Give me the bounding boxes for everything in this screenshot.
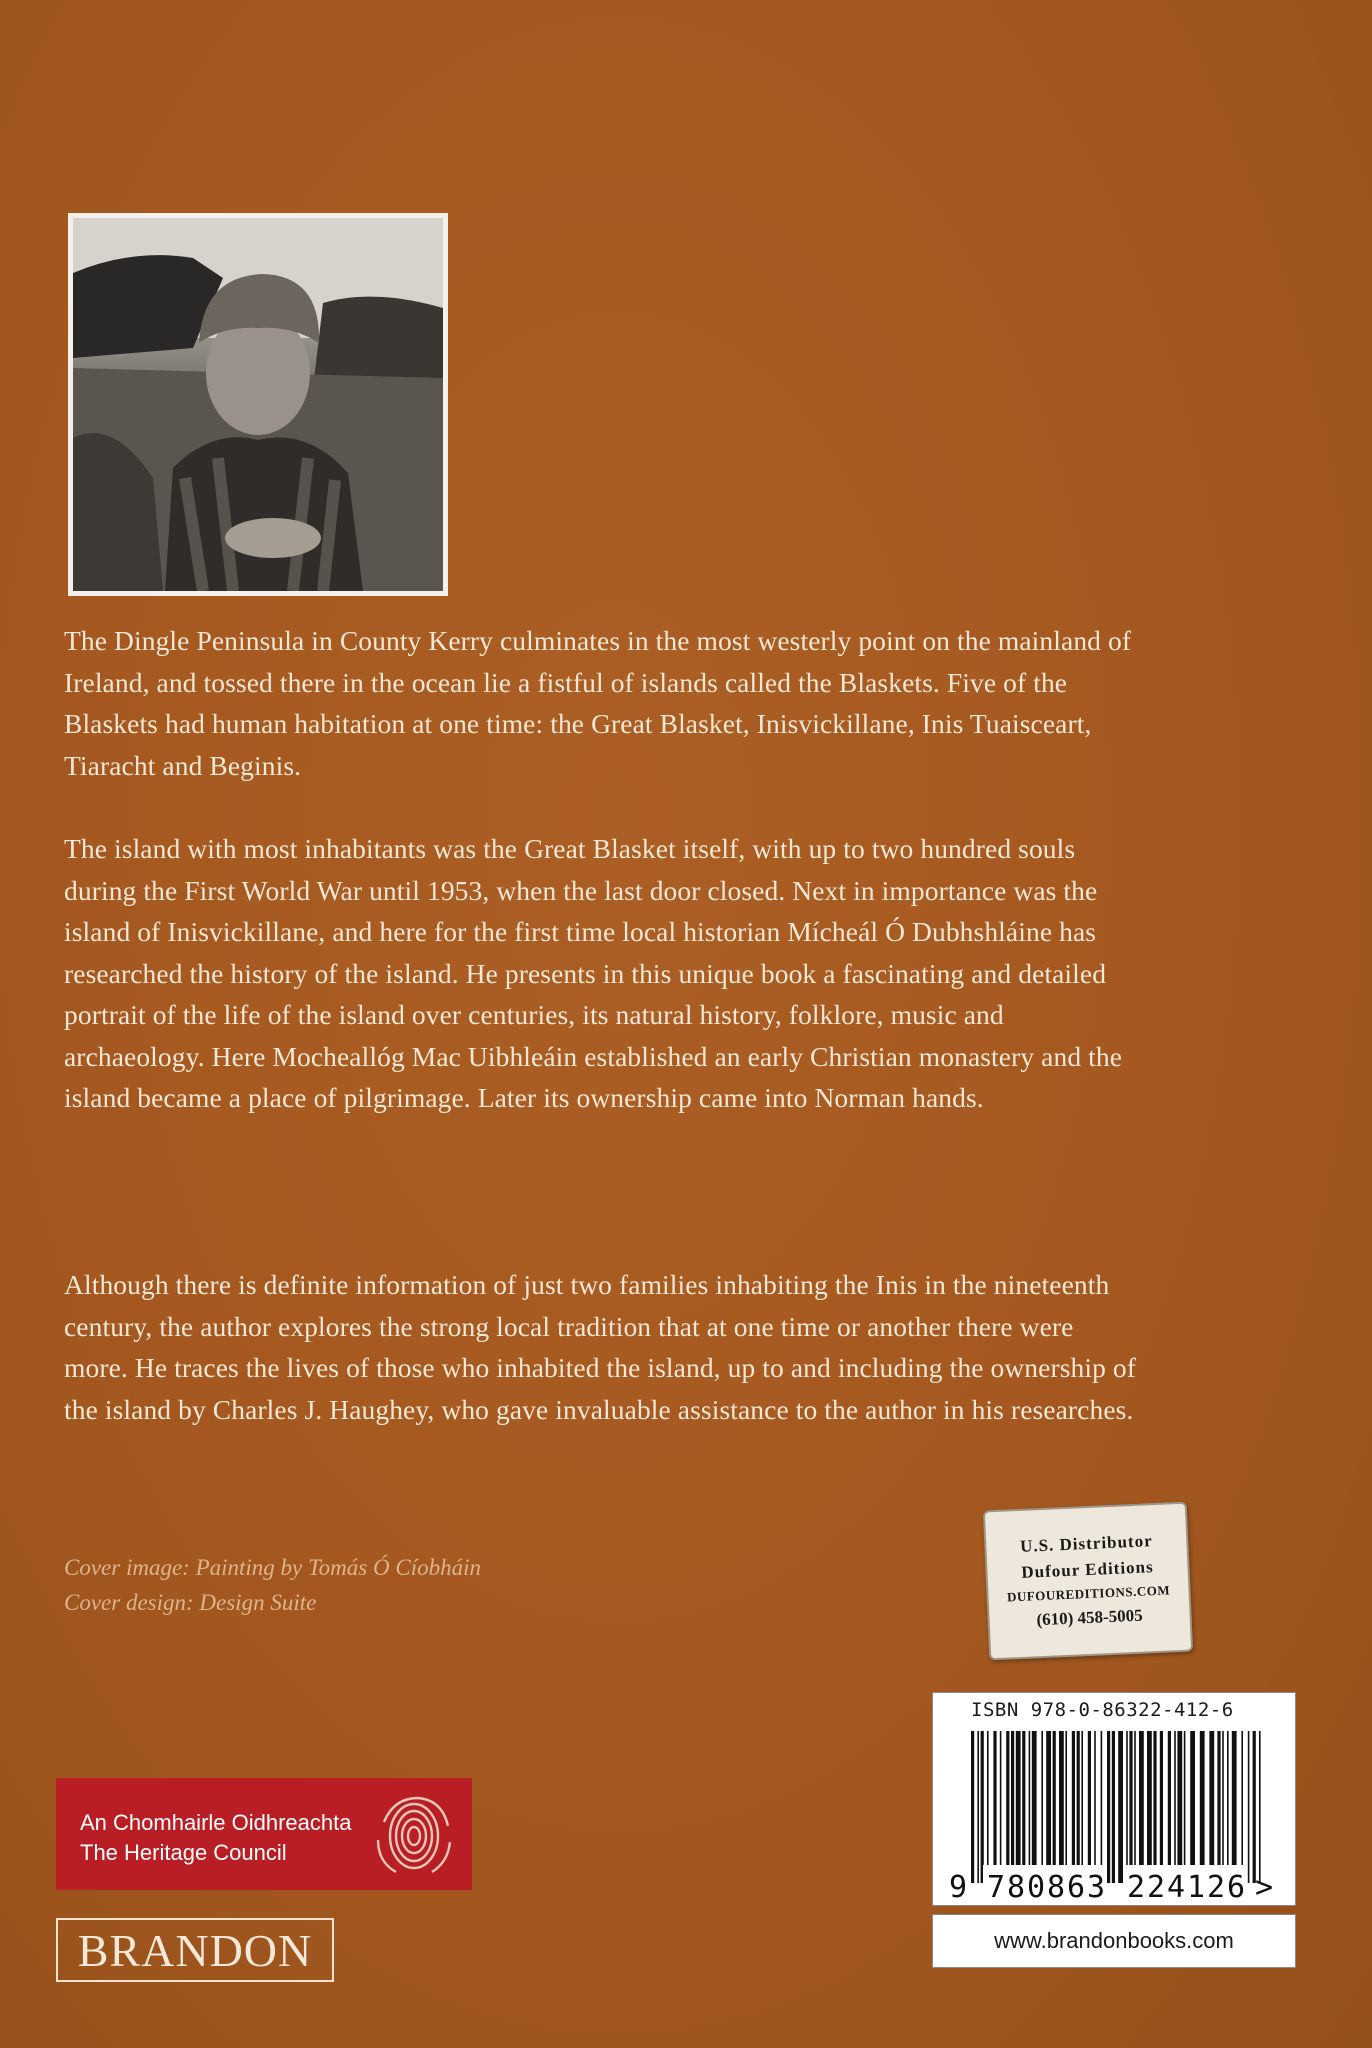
barcode-bar — [1129, 1731, 1132, 1883]
barcode-bar — [1174, 1731, 1176, 1883]
heritage-council-logo — [56, 1778, 472, 1890]
publisher-logo: BRANDON — [56, 1918, 334, 1982]
fingerprint-icon — [372, 1792, 456, 1876]
barcode-bar — [1101, 1731, 1103, 1883]
barcode-right-digits: 224126 — [1127, 1870, 1245, 1903]
barcode-bar — [1227, 1731, 1229, 1883]
barcode-bar — [1077, 1731, 1080, 1883]
barcode-bar — [1053, 1731, 1056, 1883]
barcode-bar — [1126, 1731, 1128, 1883]
barcode-bar — [1200, 1731, 1205, 1883]
barcode-bar — [1065, 1731, 1067, 1883]
barcode-bar — [1094, 1731, 1096, 1883]
barcode-bar — [1139, 1731, 1144, 1883]
author-photo-drawing — [73, 218, 443, 591]
heritage-line-irish: An Chomhairle Oidhreachta — [80, 1810, 352, 1835]
barcode-bar — [971, 1731, 974, 1883]
barcode-bar — [1222, 1731, 1224, 1883]
barcode-end-mark: > — [1255, 1870, 1274, 1903]
barcode-bar — [1177, 1731, 1182, 1883]
barcode-bar — [1184, 1731, 1186, 1883]
barcode-bar — [1168, 1731, 1171, 1883]
barcode-bar — [1032, 1731, 1037, 1883]
blurb-paragraph-1: The Dingle Peninsula in County Kerry culminates in the most westerly point on the mainland of Ireland, and tossed there in the ocean lie a fistful of islands called the Blaskets. Five of the Blaskets had human habitation at one time: the Great Blasket, Inisvickillane, Inis Tuaisceart, Tiaracht and Beginis. — [64, 625, 1132, 781]
cover-design-credit: Cover design: Design Suite — [64, 1590, 317, 1615]
barcode-bar — [1041, 1731, 1043, 1883]
barcode — [943, 1731, 1283, 1903]
barcode-bar — [1190, 1731, 1195, 1883]
barcode-panel — [932, 1692, 1296, 1906]
heritage-council-text — [80, 1808, 351, 1868]
barcode-bar — [1248, 1731, 1250, 1883]
barcode-bar — [977, 1731, 979, 1883]
isbn-label: ISBN 978-0-86322-412-6 — [971, 1699, 1234, 1721]
barcode-bar — [1107, 1731, 1110, 1883]
blurb-paragraph-3: Although there is definite information of just two families inhabiting the Inis in the nineteenth century, the author explores the strong local tradition that at one time or another there were more. He traces the lives of those who inhabited the island, up to and including the ownership of the island by Charles J. Haughey, who gave invaluable assistance to the author in his researches. — [64, 1269, 1137, 1425]
barcode-bar — [1006, 1731, 1009, 1883]
author-photo — [68, 213, 448, 596]
barcode-bar — [1022, 1731, 1025, 1883]
barcode-bar — [1016, 1731, 1021, 1883]
barcode-bar — [1209, 1731, 1214, 1883]
barcode-bar — [1241, 1731, 1243, 1883]
barcode-bar — [1072, 1731, 1075, 1883]
heritage-line-english: The Heritage Council — [80, 1840, 287, 1865]
barcode-bars — [971, 1731, 1261, 1883]
barcode-bar — [1160, 1731, 1163, 1883]
blurb-paragraph-2: The island with most inhabitants was the Great Blasket itself, with up to two hundred souls during the First World War until 1953, when the last door closed. Next in importance was the island of Inisvickillane, and here for the first time local historian Mícheál Ó Dubhshláine has researched the history of the island. He presents in this unique book a fascinating and detailed portrait of the life of the island over centuries, its natural history, folklore, music and archaeology. Here Mocheallóg Mac Uibhleáin established an early Christian monastery and the island became a place of pilgrimage. Later its ownership came into Norman hands. — [64, 833, 1123, 1113]
barcode-bar — [1118, 1731, 1123, 1883]
distributor-line-2: Dufour Editions — [1020, 1557, 1155, 1582]
website-label: www.brandonbooks.com — [932, 1914, 1296, 1968]
barcode-bar — [1147, 1731, 1152, 1883]
barcode-bar — [1217, 1731, 1220, 1883]
barcode-bar — [1059, 1731, 1064, 1883]
barcode-bar — [993, 1731, 996, 1883]
credits — [64, 1550, 481, 1620]
distributor-sticker — [983, 1502, 1193, 1661]
distributor-phone: (610) 458-5005 — [1036, 1605, 1144, 1630]
distributor-website: DUFOUREDITIONS.COM — [1006, 1582, 1171, 1605]
barcode-left-digits: 780863 — [987, 1870, 1105, 1903]
barcode-bar — [981, 1731, 984, 1883]
barcode-first-digit: 9 — [949, 1870, 968, 1903]
barcode-bar — [1081, 1731, 1083, 1883]
barcode-bar — [1046, 1731, 1051, 1883]
cover-image-credit: Cover image: Painting by Tomás Ó Cíobháin — [64, 1555, 481, 1580]
barcode-bar — [1088, 1731, 1091, 1883]
author-photo-image — [73, 218, 443, 591]
barcode-bar — [1112, 1731, 1115, 1883]
barcode-bar — [1253, 1731, 1256, 1883]
barcode-bar — [1153, 1731, 1156, 1883]
barcode-bar — [987, 1731, 989, 1883]
barcode-bar — [1029, 1731, 1031, 1883]
barcode-bar — [1000, 1731, 1002, 1883]
barcode-bar — [1011, 1731, 1014, 1883]
distributor-line-1: U.S. Distributor — [1019, 1531, 1154, 1556]
barcode-bar — [1134, 1731, 1136, 1883]
barcode-bar — [1259, 1731, 1261, 1883]
barcode-bar — [1232, 1731, 1237, 1883]
